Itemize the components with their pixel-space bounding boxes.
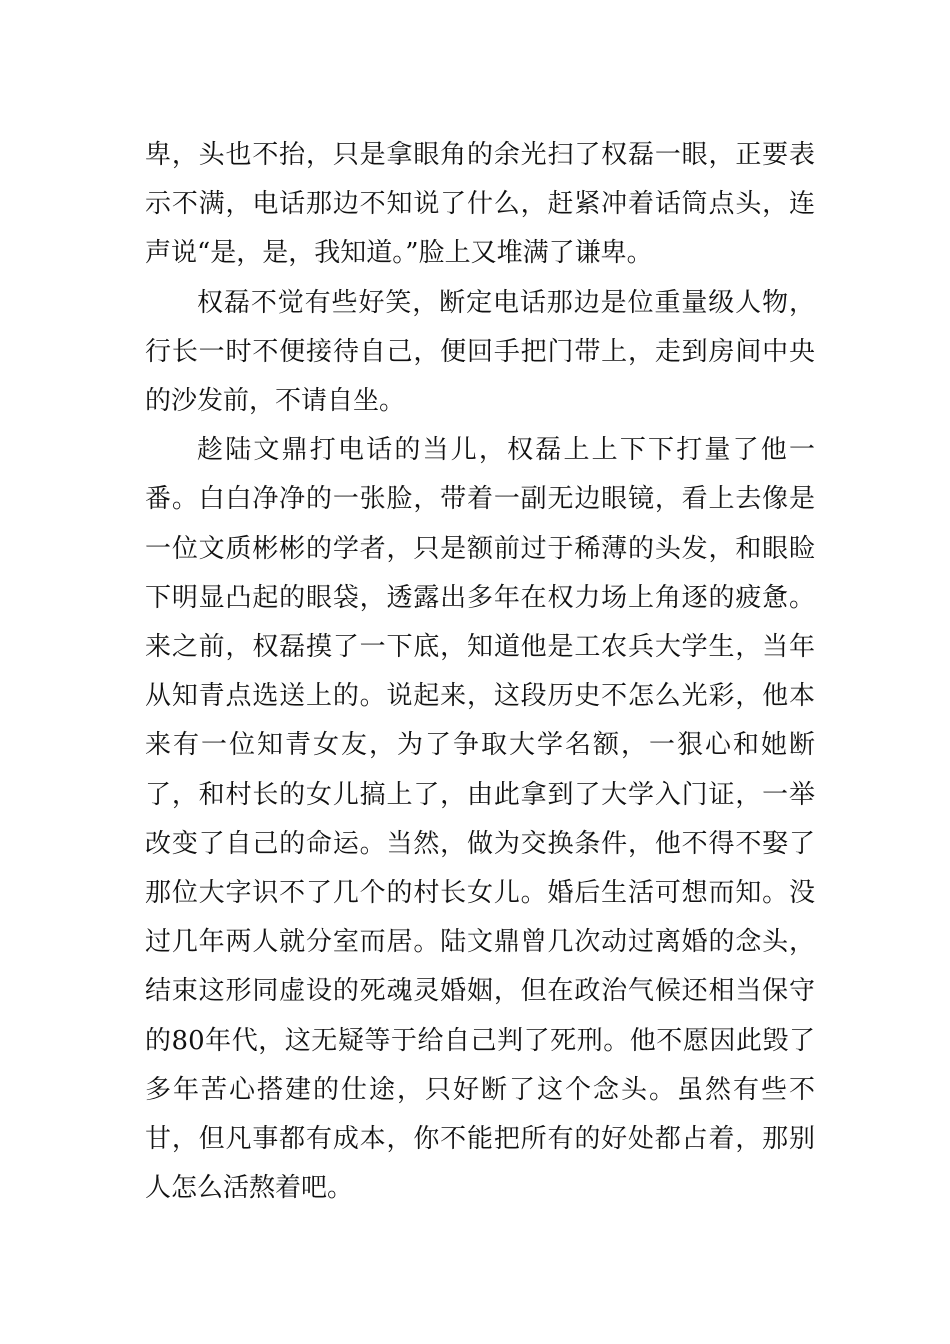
paragraph-3: 趁陆文鼎打电话的当儿，权磊上上下下打量了他一番。白白净净的一张脸，带着一副无边眼镜，看上去像是一位文质彬彬的学者，只是额前过于稀薄的头发，和眼睑下明显凸起的眼袋，透露出多年在权力场上角逐的疲惫。来之前，权磊摸了一下底，知道他是工农兵大学生，当年从知青点选送上的。说起来，这段历史不怎么光彩，他本来有一位知青女友，为了争取大学名额，一狠心和她断了，和村长的女儿搞上了，由此拿到了大学入门证，一举改变了自己的命运。当然，做为交换条件，他不得不娶了那位大字识不了几个的村长女儿。婚后生活可想而知。没过几年两人就分室而居。陆文鼎曾几次动过离婚的念头，结束这形同虚设的死魂灵婚姻，但在政治气候还相当保守的80年代，这无疑等于给自己判了死刑。他不愿因此毁了多年苦心搭建的仕途，只好断了这个念头。虽然有些不甘，但凡事都有成本，你不能把所有的好处都占着，那别人怎么活熬着吧。 — [145, 435, 815, 1204]
paragraph-2: 权磊不觉有些好笑，断定电话那边是位重量级人物，行长一时不便接待自己，便回手把门带上，走到房间中央的沙发前，不请自坐。 — [145, 287, 815, 417]
paragraph-1: 卑，头也不抬，只是拿眼角的余光扫了权磊一眼，正要表示不满，电话那边不知说了什么，赶紧冲着话筒点头，连声说“是，是，我知道。”脸上又堆满了谦卑。 — [145, 140, 815, 269]
body-text — [145, 131, 815, 1213]
